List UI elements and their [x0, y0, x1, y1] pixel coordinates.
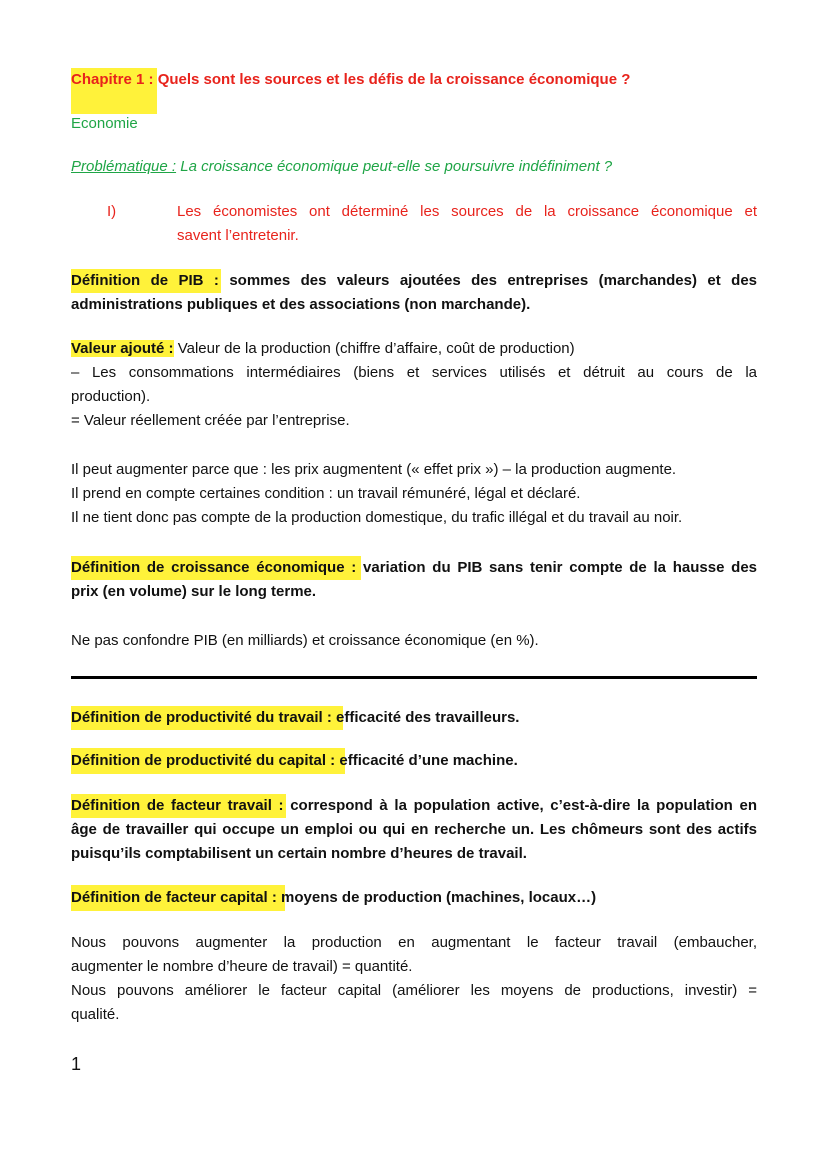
def-pib-label: Définition de PIB : [71, 272, 219, 289]
page-number: 1 [71, 1054, 82, 1074]
def-facteur-travail-label: Définition de facteur travail : [71, 797, 284, 814]
horizontal-rule [71, 676, 757, 679]
def-prod-capital-label: Définition de productivité du capital : [71, 752, 336, 769]
def-facteur-travail-line-1 [71, 796, 757, 816]
def-croissance-line-2: prix (en volume) sur le long terme. [71, 583, 317, 600]
final-note-line-1: Nous pouvons augmenter la production en augmentant le facteur travail (embaucher, [71, 934, 757, 951]
chapter-heading [71, 70, 630, 90]
def-prod-travail-text: efficacité des travailleurs. [336, 709, 520, 726]
problematique [71, 157, 612, 177]
def-pib-line-1 [71, 271, 757, 291]
section-title-line-1: Les économistes ont déterminé les sources de la croissance économique et [177, 203, 757, 220]
def-croissance-text-1: variation du PIB sans tenir compte de la hausse des [363, 559, 758, 576]
valeur-ajoutee-line-1 [71, 339, 575, 359]
valeur-ajoutee-label: Valeur ajouté : [71, 340, 174, 357]
def-facteur-capital-text: moyens de production (machines, locaux…) [281, 889, 597, 906]
pib-note-1: Il peut augmenter parce que : les prix augmentent (« effet prix ») – la production augmente. [71, 461, 677, 478]
final-note-line-4: qualité. [71, 1006, 120, 1023]
section-title-line-2: savent l’entretenir. [177, 227, 299, 244]
def-prod-travail-label: Définition de productivité du travail : [71, 709, 332, 726]
subject-label: Economie [71, 115, 138, 132]
final-note-line-3: Nous pouvons améliorer le facteur capital (améliorer les moyens de productions, investir) = [71, 982, 757, 999]
chapter-title: Quels sont les sources et les défis de la croissance économique ? [157, 71, 631, 88]
valeur-ajoutee-line-2: – Les consommations intermédiaires (biens et services utilisés et détruit au cours de la [71, 364, 757, 381]
note-confondre: Ne pas confondre PIB (en milliards) et croissance économique (en %). [71, 632, 539, 649]
def-facteur-travail-text-1: correspond à la population active, c’est-à-dire la population en [290, 797, 757, 814]
def-prod-capital [71, 751, 518, 771]
def-facteur-capital [71, 888, 596, 908]
def-facteur-capital-label: Définition de facteur capital : [71, 889, 277, 906]
valeur-ajoutee-line-3: production). [71, 388, 151, 405]
valeur-ajoutee-line-4: = Valeur réellement créée par l’entreprise. [71, 412, 350, 429]
problematique-text: La croissance économique peut-elle se poursuivre indéfiniment ? [180, 158, 613, 175]
pib-note-2: Il prend en compte certaines condition : un travail rémunéré, légal et déclaré. [71, 485, 581, 502]
def-facteur-travail-line-3: puisqu’ils comptabilisent un certain nombre d’heures de travail. [71, 845, 527, 862]
chapter-label: Chapitre 1 : [71, 71, 154, 88]
valeur-ajoutee-text-1: Valeur de la production (chiffre d’affaire, coût de production) [177, 340, 575, 357]
problematique-label: Problématique : [71, 158, 177, 175]
final-note-line-2: augmenter le nombre d’heure de travail) = quantité. [71, 958, 413, 975]
def-prod-travail [71, 708, 519, 728]
def-croissance-line-1 [71, 558, 757, 578]
def-pib-text-1: sommes des valeurs ajoutées des entreprises (marchandes) et des [229, 272, 758, 289]
def-facteur-travail-line-2: âge de travailler qui occupe un emploi ou qui en recherche un. Les chômeurs sont des actifs [71, 821, 757, 838]
def-pib-line-2: administrations publiques et des associations (non marchande). [71, 296, 531, 313]
def-croissance-label: Définition de croissance économique : [71, 559, 357, 576]
def-prod-capital-text: efficacité d’une machine. [339, 752, 518, 769]
pib-note-3: Il ne tient donc pas compte de la production domestique, du trafic illégal et du travail au noir. [71, 509, 683, 526]
section-number: I) [107, 203, 117, 220]
